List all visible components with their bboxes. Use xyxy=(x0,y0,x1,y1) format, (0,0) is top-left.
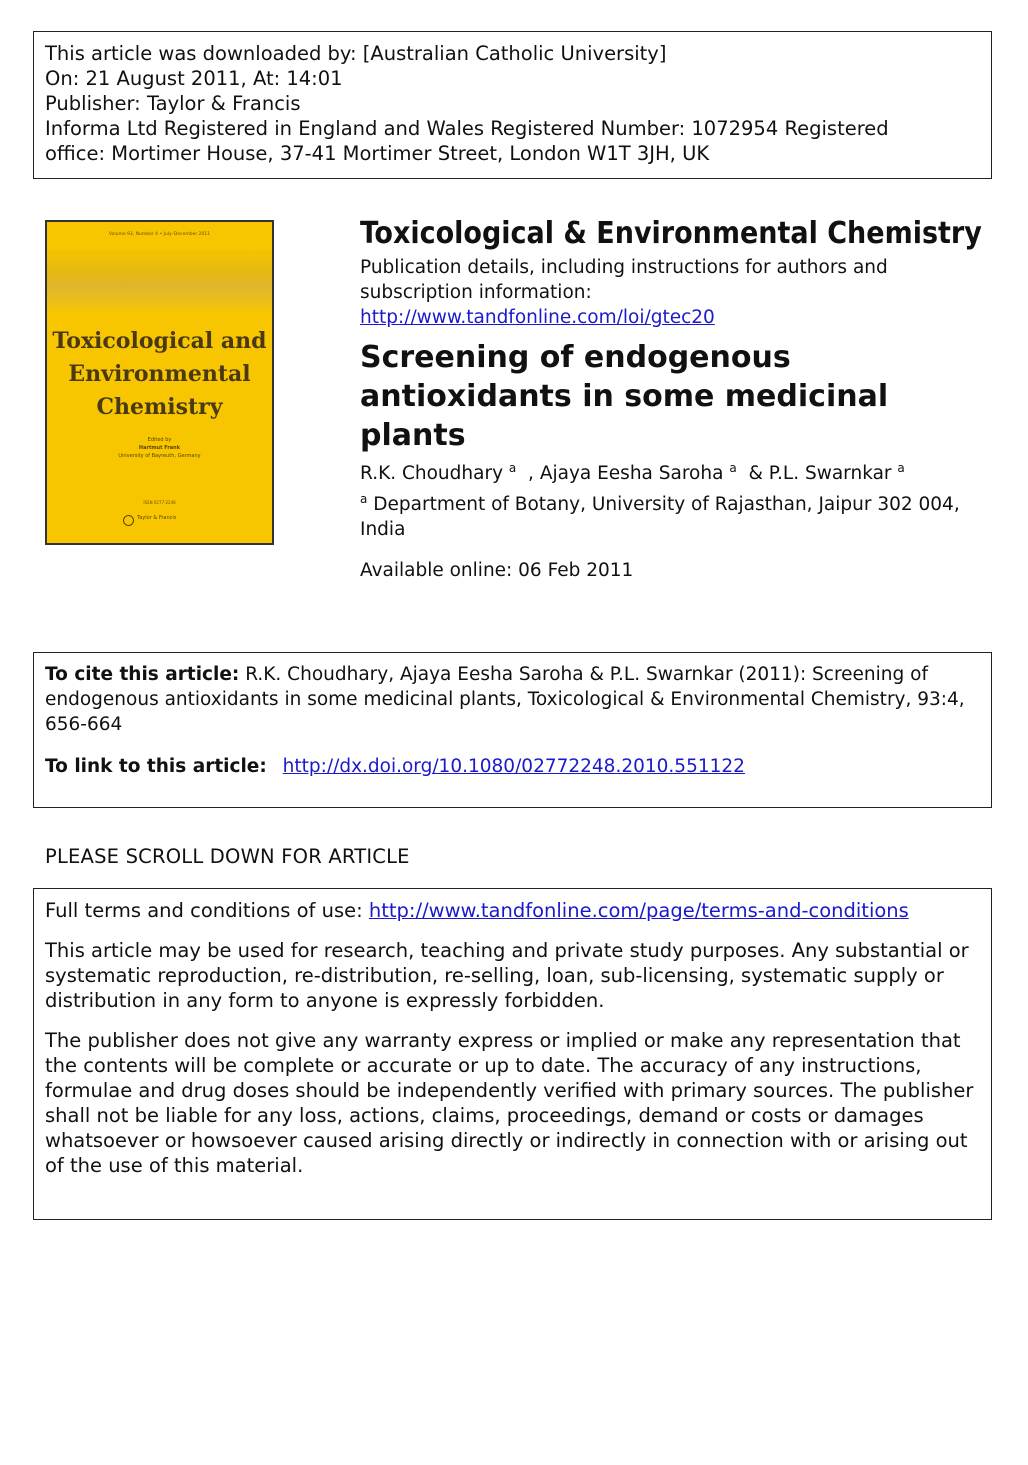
citation-block xyxy=(45,662,980,737)
publication-details-text: Publication details, including instructions for authors and subscription information: xyxy=(360,257,888,303)
cover-volume-line: Volume 93, Number 4 • July–December 2011 xyxy=(108,232,211,237)
cover-title xyxy=(47,325,272,424)
cover-title-line: Environmental xyxy=(68,361,251,387)
citation-box xyxy=(33,652,992,808)
cover-editor-name: Hartmut Frank xyxy=(138,445,181,451)
publication-details xyxy=(360,255,990,330)
author-affiliation xyxy=(360,492,990,542)
cover-title-line: Chemistry xyxy=(96,394,223,420)
affiliation-text: Department of Botany, University of Rajasthan, Jaipur 302 004, India xyxy=(360,494,960,540)
affiliation-mark: a xyxy=(360,491,368,506)
disclaimer-paragraph: The publisher does not give any warranty express or implied or make any representation that the contents will be complete or accurate or up to date. The accuracy of any instructions, formulae and drug doses should be independently verified with primary sources. The publisher shall not be liable for any loss, actions, claims, proceedings, demand or costs or damages whatsoever or howsoever caused arising directly or indirectly in connection with or arising out of the use of this material. xyxy=(45,1029,974,1177)
author-separator: , xyxy=(522,463,540,484)
article-link-block xyxy=(45,754,980,779)
download-notice-line: Publisher: Taylor & Francis xyxy=(45,92,301,115)
cover-title-line: Toxicological and xyxy=(52,328,267,354)
author-affiliation-mark: a xyxy=(508,460,517,475)
publisher-logo-icon xyxy=(123,515,134,526)
citation-label: To cite this article: xyxy=(45,664,240,685)
author-name: P.L. Swarnkar xyxy=(768,463,892,484)
cover-editor-block xyxy=(47,436,272,460)
terms-intro-paragraph xyxy=(45,898,980,923)
publisher-logo-text: Taylor & Francis xyxy=(137,515,177,521)
journal-title: Toxicological & Environmental Chemistry xyxy=(360,216,982,251)
journal-cover-image xyxy=(45,220,274,545)
download-notice-line: Informa Ltd Registered in England and Wales Registered Number: 1072954 Registered xyxy=(45,117,889,140)
terms-link[interactable]: http://www.tandfonline.com/page/terms-and-conditions xyxy=(368,899,909,922)
doi-link[interactable]: http://dx.doi.org/10.1080/02772248.2010.551122 xyxy=(282,756,745,777)
cover-issn: ISSN 0277-2248 xyxy=(143,500,176,505)
available-online-date: Available online: 06 Feb 2011 xyxy=(360,560,634,581)
article-title: Screening of endogenous antioxidants in some medicinal plants xyxy=(360,340,889,453)
download-notice-line: This article was downloaded by: [Australian Catholic University] xyxy=(45,42,667,65)
download-notice-box xyxy=(33,31,992,179)
download-notice-line: office: Mortimer House, 37-41 Mortimer Street, London W1T 3JH, UK xyxy=(45,142,710,165)
author-list xyxy=(360,461,990,486)
cover-editor-affiliation: University of Bayreuth, Germany xyxy=(118,453,201,459)
author-separator: & xyxy=(742,463,769,484)
citation-text: R.K. Choudhary, Ajaya Eesha Saroha & P.L. Swarnkar (2011): Screening of endogenous antioxidants in some medicinal plants, Toxicological & Environmental Chemistry, 93:4, 656-664 xyxy=(45,664,965,735)
author-affiliation-mark: a xyxy=(729,460,737,475)
author-name: Ajaya Eesha Saroha xyxy=(539,463,724,484)
scroll-down-notice: PLEASE SCROLL DOWN FOR ARTICLE xyxy=(45,845,410,868)
publication-details-link[interactable]: http://www.tandfonline.com/loi/gtec20 xyxy=(360,307,715,328)
article-link-label: To link to this article: xyxy=(45,756,267,777)
publisher-logo xyxy=(123,514,203,528)
terms-intro-text: Full terms and conditions of use: xyxy=(45,899,363,922)
usage-paragraph: This article may be used for research, teaching and private study purposes. Any substantial or systematic reproduction, re-distribution, re-selling, loan, sub-licensing, systematic supply or distribution in any form to anyone is expressly forbidden. xyxy=(45,939,969,1012)
terms-box xyxy=(33,888,992,1220)
cover-edited-by: Edited by xyxy=(147,437,172,443)
author-name: R.K. Choudhary xyxy=(360,463,504,484)
journal-info-block xyxy=(360,214,990,583)
cover-decorative-band xyxy=(47,250,272,310)
download-notice-line: On: 21 August 2011, At: 14:01 xyxy=(45,67,343,90)
author-affiliation-mark: a xyxy=(897,460,905,475)
